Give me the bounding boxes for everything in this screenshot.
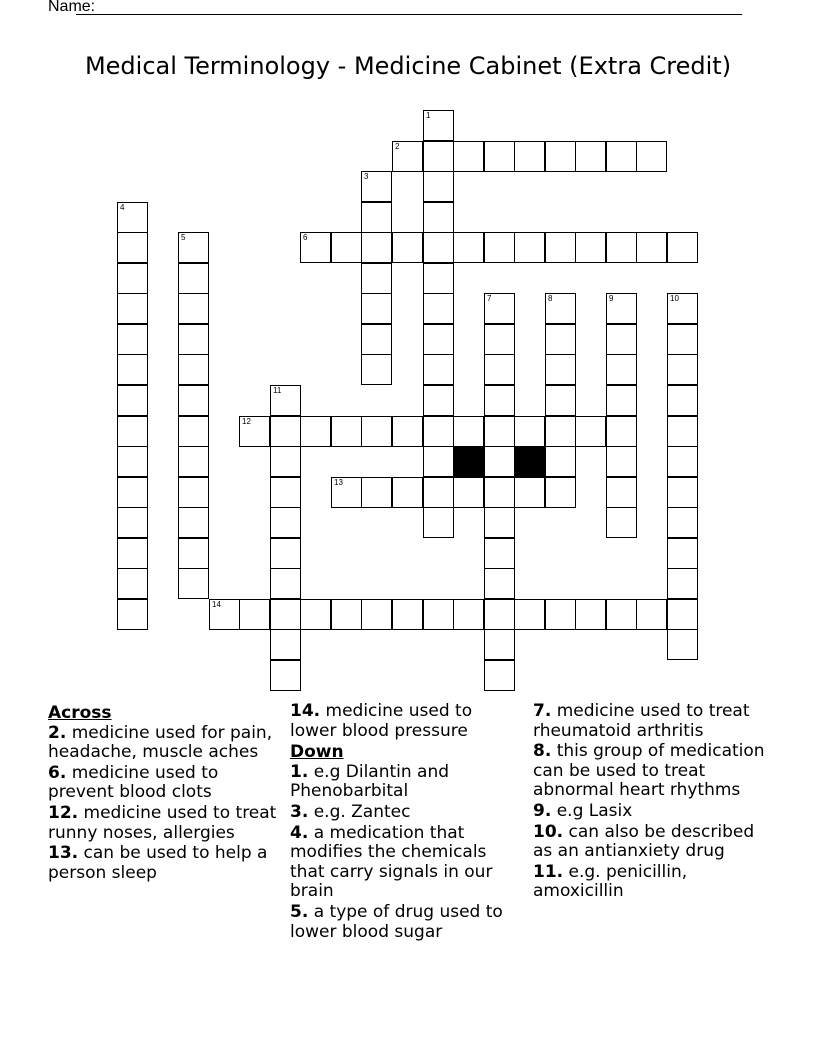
crossword-cell[interactable]	[514, 232, 545, 263]
crossword-cell[interactable]	[636, 232, 667, 263]
clue-text: this group of medication can be used to treat abnormal heart rhythms	[533, 741, 765, 801]
crossword-cell[interactable]	[423, 599, 454, 630]
cell-number: 1	[426, 111, 431, 120]
crossword-cell[interactable]	[667, 324, 698, 355]
crossword-cell[interactable]	[606, 599, 637, 630]
crossword-cell[interactable]	[117, 416, 148, 447]
clue-down-5	[290, 903, 522, 942]
crossword-cell[interactable]	[300, 599, 331, 630]
crossword-cell[interactable]	[423, 446, 454, 477]
crossword-cell[interactable]	[606, 477, 637, 508]
crossword-cell[interactable]	[575, 232, 606, 263]
clue-text: medicine used to treat runny noses, allergies	[48, 802, 277, 843]
crossword-cell[interactable]	[178, 354, 209, 385]
clue-down-1	[290, 763, 522, 802]
crossword-cell[interactable]	[361, 324, 392, 355]
crossword-cell[interactable]	[575, 141, 606, 172]
crossword-cell[interactable]	[392, 416, 423, 447]
crossword-cell[interactable]	[331, 416, 362, 447]
crossword-cell[interactable]	[361, 477, 392, 508]
crossword-cell[interactable]	[484, 354, 515, 385]
clue-down-10	[533, 823, 765, 862]
clue-text: e.g Lasix	[551, 800, 633, 821]
crossword-cell[interactable]	[453, 599, 484, 630]
crossword-cell[interactable]	[117, 568, 148, 599]
clue-number: 9.	[533, 800, 552, 821]
clue-text: a medication that modifies the chemicals that carry signals in our brain	[290, 822, 493, 902]
clue-number: 6.	[48, 762, 67, 783]
crossword-cell[interactable]	[300, 232, 331, 263]
cell-number: 4	[120, 203, 125, 212]
clues-column-2	[290, 702, 522, 943]
crossword-cell[interactable]	[514, 416, 545, 447]
clue-number: 4.	[290, 822, 309, 843]
crossword-cell[interactable]	[178, 232, 209, 263]
crossword-cell[interactable]	[667, 538, 698, 569]
crossword-cell[interactable]	[667, 293, 698, 324]
across-heading: Across	[48, 703, 112, 723]
crossword-cell[interactable]	[300, 416, 331, 447]
crossword-cell[interactable]	[545, 446, 576, 477]
crossword-cell[interactable]	[331, 477, 362, 508]
clue-number: 5.	[290, 901, 309, 922]
crossword-cell[interactable]	[545, 599, 576, 630]
crossword-cell[interactable]	[667, 446, 698, 477]
crossword-cell[interactable]	[270, 660, 301, 691]
clue-text: medicine used to lower blood pressure	[290, 701, 473, 741]
clue-number: 12.	[48, 802, 79, 823]
crossword-cell[interactable]	[606, 507, 637, 538]
crossword-cell[interactable]	[117, 507, 148, 538]
cell-number: 6	[303, 233, 308, 242]
clue-text: can be used to help a person sleep	[48, 843, 268, 883]
crossword-cell[interactable]	[423, 385, 454, 416]
crossword-cell[interactable]	[361, 171, 392, 202]
crossword-cell[interactable]	[392, 141, 423, 172]
crossword-cell[interactable]	[545, 232, 576, 263]
crossword-cell[interactable]	[667, 477, 698, 508]
crossword-cell[interactable]	[178, 416, 209, 447]
crossword-cell[interactable]	[484, 568, 515, 599]
crossword-cell[interactable]	[606, 385, 637, 416]
crossword-cell[interactable]	[361, 416, 392, 447]
crossword-cell[interactable]	[423, 293, 454, 324]
crossword-cell[interactable]	[117, 354, 148, 385]
crossword-cell[interactable]	[606, 324, 637, 355]
crossword-cell[interactable]	[239, 416, 270, 447]
crossword-cell[interactable]	[484, 385, 515, 416]
crossword-cell[interactable]	[484, 538, 515, 569]
crossword-cell[interactable]	[361, 202, 392, 233]
crossword-cell[interactable]	[484, 293, 515, 324]
clue-down-3	[290, 803, 522, 823]
crossword-cell[interactable]	[514, 141, 545, 172]
cell-number: 10	[670, 294, 679, 303]
clue-down-9	[533, 802, 765, 822]
crossword-cell[interactable]	[606, 446, 637, 477]
crossword-cell[interactable]	[178, 568, 209, 599]
crossword-cell[interactable]	[484, 141, 515, 172]
crossword-cell[interactable]	[545, 477, 576, 508]
cell-number: 14	[212, 600, 221, 609]
crossword-cell[interactable]	[331, 232, 362, 263]
crossword-cell[interactable]	[117, 324, 148, 355]
clue-number: 8.	[533, 741, 552, 762]
cell-number: 12	[242, 417, 251, 426]
crossword-cell[interactable]	[545, 385, 576, 416]
crossword-block	[514, 446, 545, 477]
clue-text: medicine used for pain, headache, muscle aches	[48, 722, 273, 763]
crossword-cell[interactable]	[178, 477, 209, 508]
cell-number: 7	[487, 294, 492, 303]
crossword-cell[interactable]	[361, 232, 392, 263]
crossword-cell[interactable]	[423, 354, 454, 385]
crossword-cell[interactable]	[331, 599, 362, 630]
cell-number: 9	[609, 294, 614, 303]
clue-down-8	[533, 742, 765, 801]
clue-number: 2.	[48, 722, 67, 743]
crossword-cell[interactable]	[636, 141, 667, 172]
crossword-cell[interactable]	[178, 446, 209, 477]
crossword-cell[interactable]	[575, 416, 606, 447]
crossword-cell[interactable]	[453, 141, 484, 172]
crossword-cell[interactable]	[117, 446, 148, 477]
crossword-cell[interactable]	[392, 232, 423, 263]
clues-column-1	[48, 702, 280, 884]
crossword-cell[interactable]	[575, 599, 606, 630]
crossword-cell[interactable]	[484, 507, 515, 538]
cell-number: 11	[273, 386, 282, 395]
crossword-cell[interactable]	[545, 293, 576, 324]
crossword-cell[interactable]	[484, 232, 515, 263]
crossword-cell[interactable]	[545, 354, 576, 385]
crossword-cell[interactable]	[270, 507, 301, 538]
clue-text: medicine used to treat rheumatoid arthritis	[533, 701, 750, 741]
page-title: Medical Terminology - Medicine Cabinet (Extra Credit)	[84, 52, 732, 80]
cell-number: 13	[334, 478, 343, 487]
clue-across-12	[48, 804, 280, 843]
cell-number: 2	[395, 142, 400, 151]
crossword-cell[interactable]	[545, 141, 576, 172]
crossword-cell[interactable]	[178, 507, 209, 538]
crossword-cell[interactable]	[117, 385, 148, 416]
clue-text: e.g. penicillin, amoxicillin	[533, 861, 688, 902]
clue-down-11	[533, 863, 765, 902]
clue-number: 13.	[48, 843, 79, 864]
crossword-cell[interactable]	[484, 324, 515, 355]
clue-number: 7.	[533, 701, 552, 721]
clue-number: 14.	[290, 701, 321, 721]
crossword-cell[interactable]	[117, 477, 148, 508]
crossword-cell[interactable]	[361, 599, 392, 630]
crossword-cell[interactable]	[178, 324, 209, 355]
crossword-cell[interactable]	[117, 293, 148, 324]
crossword-cell[interactable]	[484, 477, 515, 508]
down-heading: Down	[290, 742, 344, 763]
crossword-cell[interactable]	[178, 263, 209, 294]
clue-text: a type of drug used to lower blood sugar	[290, 901, 503, 942]
crossword-cell[interactable]	[270, 416, 301, 447]
clue-down-4	[290, 824, 522, 902]
clue-across-13	[48, 844, 280, 883]
crossword-cell[interactable]	[117, 232, 148, 263]
crossword-cell[interactable]	[239, 599, 270, 630]
crossword-cell[interactable]	[667, 568, 698, 599]
crossword-cell[interactable]	[270, 568, 301, 599]
clue-text: e.g. Zantec	[308, 801, 411, 822]
crossword-cell[interactable]	[270, 538, 301, 569]
crossword-cell[interactable]	[484, 416, 515, 447]
crossword-cell[interactable]	[178, 385, 209, 416]
cell-number: 8	[548, 294, 553, 303]
clues-column-3	[533, 702, 765, 903]
crossword-cell[interactable]	[423, 477, 454, 508]
crossword-block	[453, 446, 484, 477]
crossword-cell[interactable]	[361, 354, 392, 385]
crossword-cell[interactable]	[453, 477, 484, 508]
crossword-cell[interactable]	[667, 629, 698, 660]
crossword-cell[interactable]	[361, 293, 392, 324]
clue-down-7	[533, 702, 765, 741]
crossword-cell[interactable]	[667, 416, 698, 447]
clue-number: 10.	[533, 821, 564, 842]
clue-across-6	[48, 764, 280, 803]
crossword-cell[interactable]	[453, 416, 484, 447]
crossword-cell[interactable]	[423, 416, 454, 447]
name-label: Name:	[48, 0, 96, 15]
crossword-cell[interactable]	[606, 232, 637, 263]
clue-number: 3.	[290, 801, 309, 822]
crossword-cell[interactable]	[270, 446, 301, 477]
crossword-cell[interactable]	[636, 599, 667, 630]
crossword-cell[interactable]	[361, 263, 392, 294]
crossword-cell[interactable]	[270, 599, 301, 630]
crossword-cell[interactable]	[484, 660, 515, 691]
cell-number: 5	[181, 233, 186, 242]
clue-number: 1.	[290, 761, 309, 782]
crossword-cell[interactable]	[423, 141, 454, 172]
crossword-cell[interactable]	[606, 354, 637, 385]
crossword-cell[interactable]	[514, 599, 545, 630]
crossword-cell[interactable]	[209, 599, 240, 630]
crossword-cell[interactable]	[270, 629, 301, 660]
crossword-cell[interactable]	[117, 263, 148, 294]
crossword-cell[interactable]	[117, 202, 148, 233]
crossword-cell[interactable]	[178, 293, 209, 324]
crossword-cell[interactable]	[545, 324, 576, 355]
crossword-cell[interactable]	[667, 599, 698, 630]
crossword-cell[interactable]	[392, 477, 423, 508]
clue-number: 11.	[533, 861, 564, 882]
crossword-cell[interactable]	[423, 263, 454, 294]
crossword-cell[interactable]	[178, 538, 209, 569]
crossword-cell[interactable]	[667, 232, 698, 263]
crossword-cell[interactable]	[514, 477, 545, 508]
crossword-cell[interactable]	[423, 507, 454, 538]
crossword-cell[interactable]	[423, 110, 454, 141]
crossword-cell[interactable]	[270, 477, 301, 508]
crossword-cell[interactable]	[484, 446, 515, 477]
crossword-cell[interactable]	[667, 385, 698, 416]
clue-text: e.g Dilantin and Phenobarbital	[290, 761, 450, 802]
crossword-cell[interactable]	[270, 385, 301, 416]
clue-across-2	[48, 724, 280, 763]
crossword-cell[interactable]	[423, 171, 454, 202]
crossword-cell[interactable]	[545, 416, 576, 447]
clue-across-14	[290, 702, 522, 741]
crossword-cell[interactable]	[453, 232, 484, 263]
cell-number: 3	[364, 172, 369, 181]
crossword-cell[interactable]	[484, 599, 515, 630]
crossword-cell[interactable]	[117, 599, 148, 630]
clue-text: can also be described as an antianxiety drug	[533, 821, 755, 862]
crossword-cell[interactable]	[667, 354, 698, 385]
crossword-cell[interactable]	[667, 507, 698, 538]
crossword-cell[interactable]	[117, 538, 148, 569]
crossword-cell[interactable]	[423, 202, 454, 233]
crossword-cell[interactable]	[484, 629, 515, 660]
crossword-cell[interactable]	[606, 416, 637, 447]
crossword-cell[interactable]	[606, 293, 637, 324]
clue-text: medicine used to prevent blood clots	[48, 762, 219, 803]
crossword-cell[interactable]	[423, 232, 454, 263]
crossword-cell[interactable]	[392, 599, 423, 630]
crossword-cell[interactable]	[606, 141, 637, 172]
crossword-cell[interactable]	[423, 324, 454, 355]
